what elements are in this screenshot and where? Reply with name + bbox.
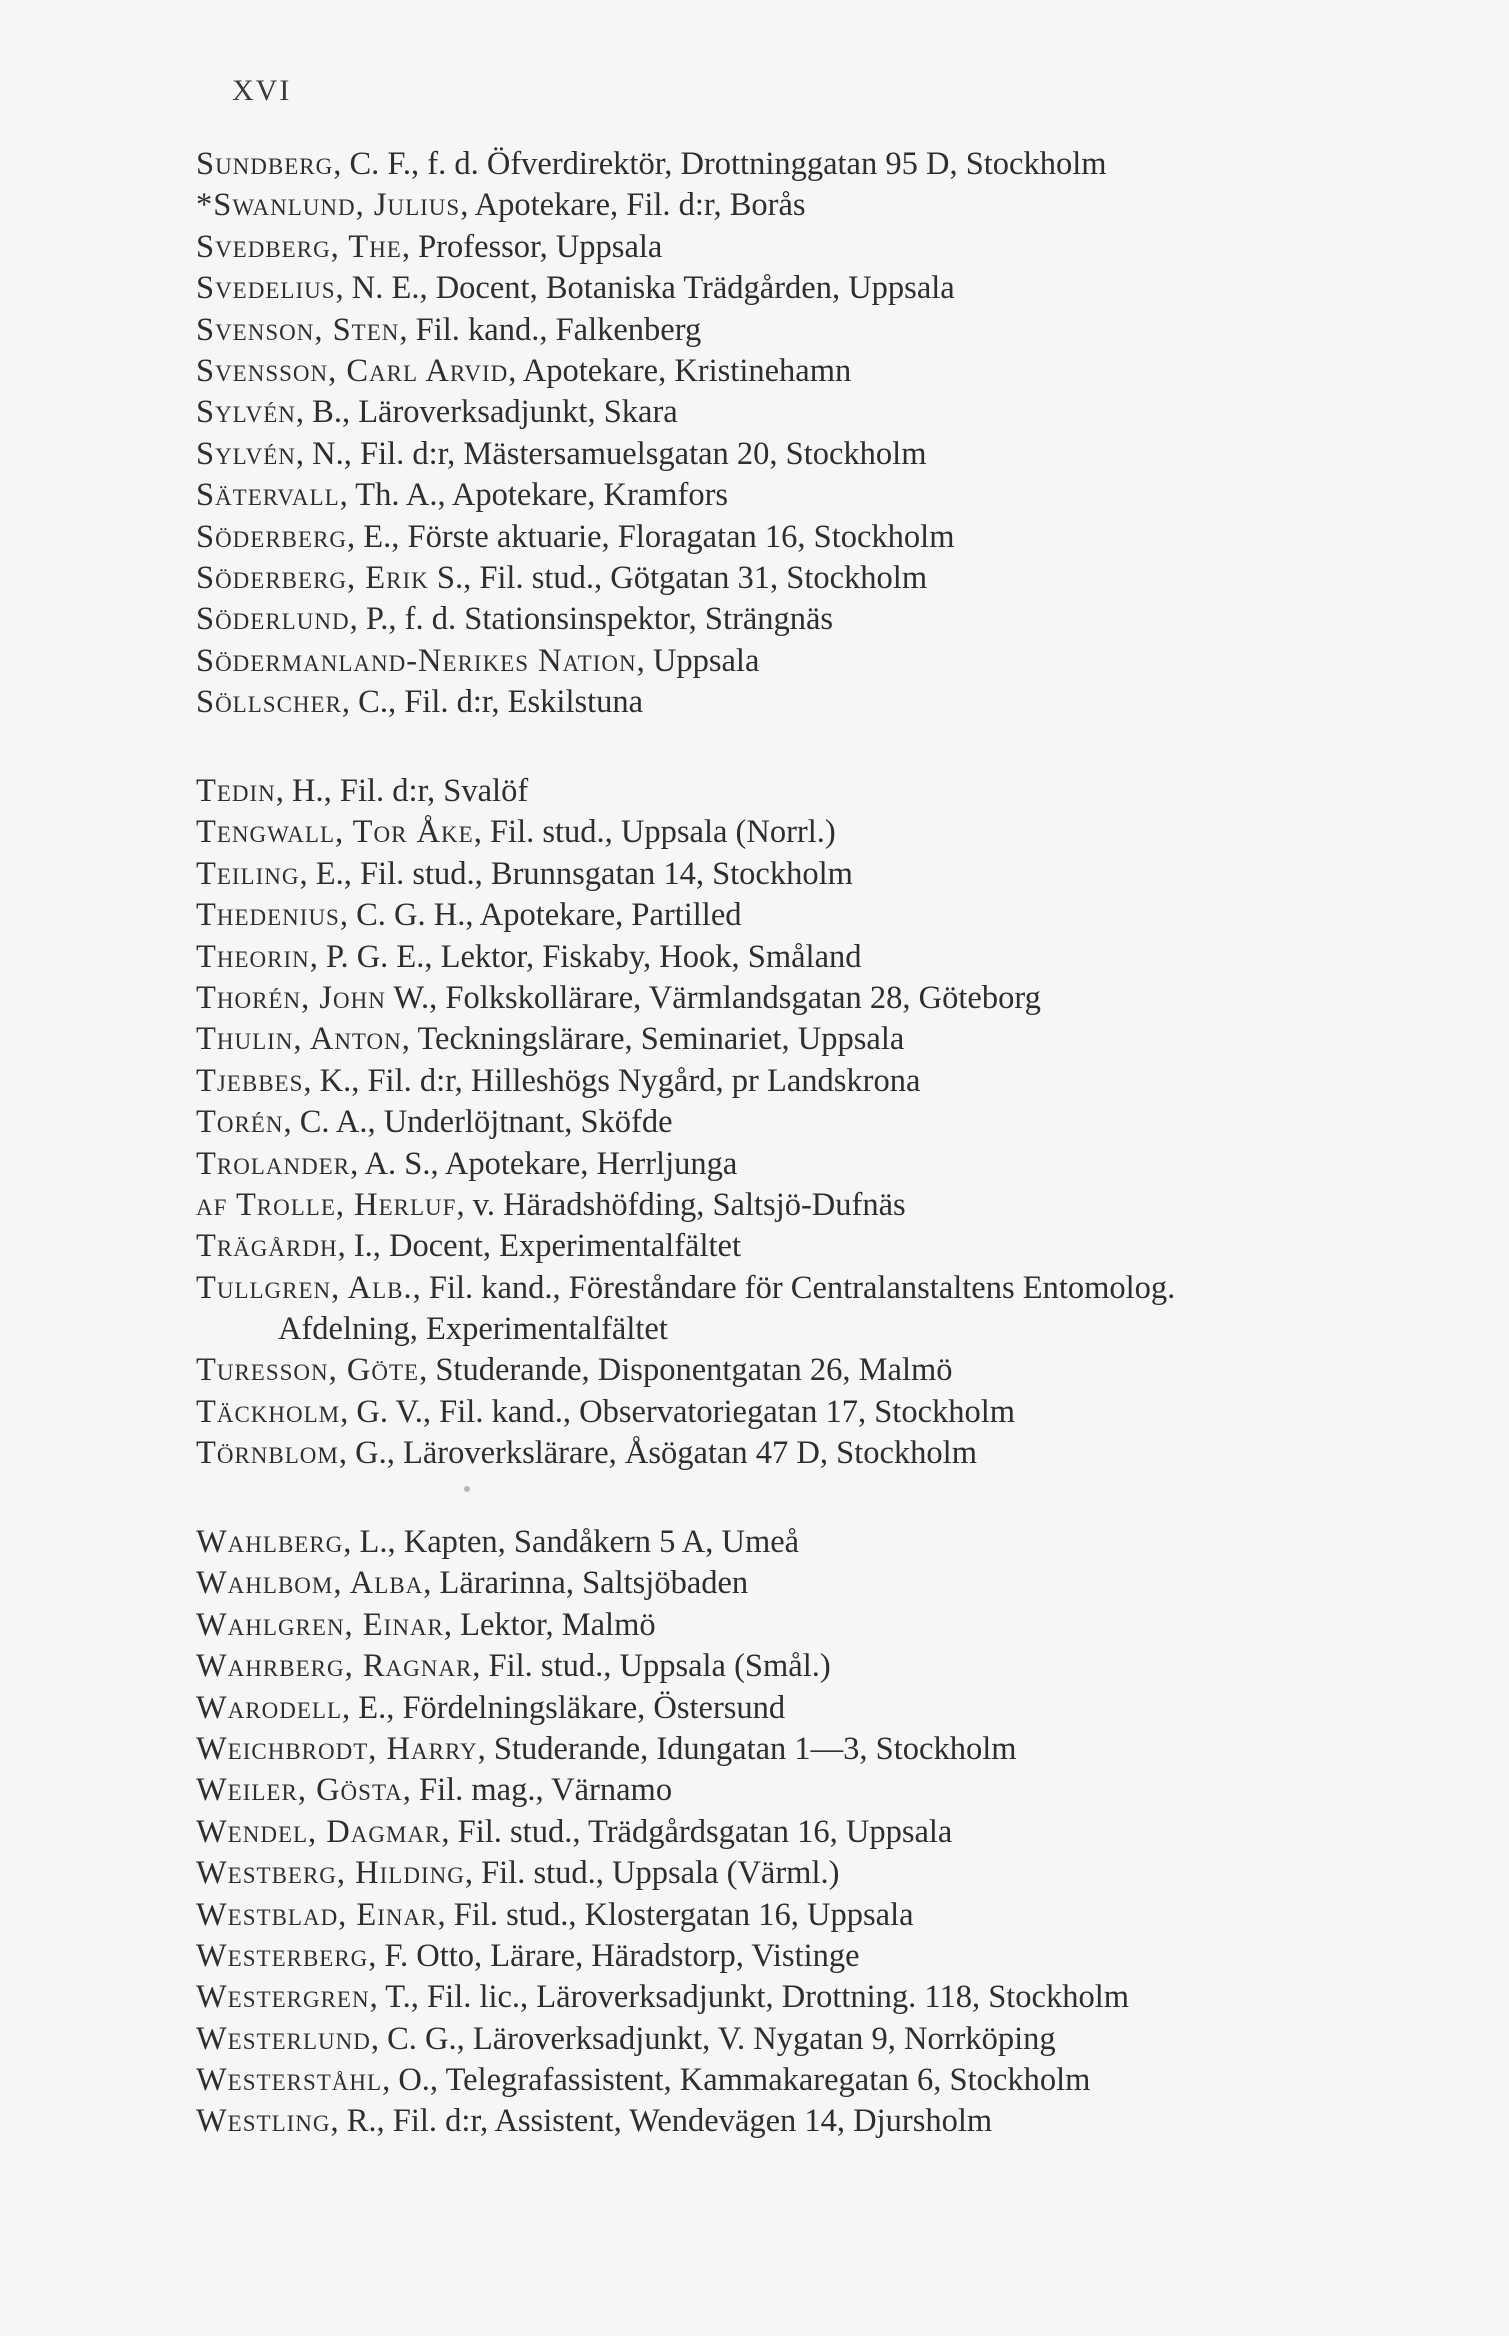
member-entry (196, 227, 1486, 268)
member-name: Torén (196, 1104, 284, 1141)
member-name: Söderlund (196, 601, 350, 638)
member-name: Svedelius (196, 270, 336, 307)
member-details: , Fil. kand., Falkenberg (399, 311, 702, 348)
member-name: Theorin (196, 938, 310, 975)
member-name: Westerlund (196, 2020, 371, 2057)
member-details: , H., Fil. d:r, Svalöf (275, 773, 529, 809)
member-details: , N. E., Docent, Botaniska Trädgården, Uppsala (335, 270, 955, 307)
member-details: , v. Häradshöfding, Saltsjö-Dufnäs (456, 1186, 906, 1223)
member-entry (196, 1226, 1486, 1267)
member-details: , Apotekare, Kristinehamn (508, 352, 852, 389)
member-details: , Fil. stud., Trädgårdsgatan 16, Uppsala (441, 1813, 953, 1850)
member-details: Afdelning, Experimentalfältet (278, 1311, 668, 1348)
member-details: , Fil. mag., Värnamo (402, 1772, 673, 1809)
member-name: Westerståhl (196, 2062, 383, 2099)
member-name: Thulin, Anton (196, 1021, 402, 1058)
entry-continuation (196, 1309, 1486, 1350)
member-details: , K., Fil. d:r, Hilleshögs Nygård, pr Landskrona (303, 1062, 921, 1099)
member-details: , Professor, Uppsala (401, 228, 663, 265)
member-details: , R., Fil. d:r, Assistent, Wendevägen 14, Djursholm (330, 2103, 993, 2140)
member-name: *Swanlund, Julius (196, 187, 461, 224)
member-entry (196, 1350, 1486, 1391)
member-entry (196, 268, 1486, 309)
member-entry (196, 1061, 1486, 1102)
member-name: Wahlberg (196, 1524, 344, 1560)
member-name: Sylvén (196, 394, 296, 431)
member-name: Thorén, John (196, 979, 386, 1016)
member-details: S., Fil. stud., Götgatan 31, Stockholm (428, 559, 928, 596)
member-details: , Teckningslärare, Seminariet, Uppsala (401, 1021, 905, 1058)
member-entry (196, 144, 1486, 185)
member-details: , G., Läroverkslärare, Åsögatan 47 D, Stockholm (338, 1435, 977, 1472)
member-entry (196, 1563, 1486, 1604)
member-entry (196, 1019, 1486, 1060)
member-name: Svedberg, The (196, 228, 402, 265)
member-name: Thedenius (196, 897, 340, 934)
member-name: Teiling (196, 855, 300, 892)
member-name: Westblad, Einar (196, 1896, 438, 1933)
member-details: , Fil. stud., Uppsala (Smål.) (472, 1648, 831, 1685)
member-name: Tedin (196, 773, 276, 809)
member-name: Södermanland-Nerikes Nation (196, 642, 637, 679)
member-details: , Uppsala (636, 642, 760, 679)
member-name: Westberg, Hilding (196, 1855, 465, 1892)
member-details: , Studerande, Disponentgatan 26, Malmö (419, 1352, 953, 1389)
member-name: Westerberg (196, 1937, 369, 1974)
member-details: , A. S., Apotekare, Herrljunga (350, 1145, 738, 1182)
member-entry (196, 1770, 1486, 1811)
member-entry (196, 1646, 1486, 1687)
member-entry (196, 812, 1486, 853)
member-details: , Lärarinna, Saltsjöbaden (423, 1565, 749, 1602)
member-entry (196, 1812, 1486, 1853)
member-details: , B., Läroverksadjunkt, Skara (295, 394, 678, 431)
member-entry (196, 1853, 1486, 1894)
member-details: , Apotekare, Fil. d:r, Borås (460, 187, 806, 224)
member-details: , F. Otto, Lärare, Häradstorp, Vistinge (368, 1937, 860, 1974)
member-name: Turesson, Göte (196, 1352, 420, 1389)
member-details: , Fil. kand., Föreståndare för Centralanstaltens Entomolog. (412, 1269, 1176, 1306)
member-name: Söderberg, Erik (196, 559, 429, 596)
member-details: , G. V., Fil. kand., Observatoriegatan 17, Stockholm (340, 1393, 1016, 1430)
member-list-w (196, 1522, 1486, 2143)
member-name: Svensson, Carl Arvid (196, 352, 509, 389)
member-entry (196, 1688, 1486, 1729)
member-entry (196, 1144, 1486, 1185)
member-name: Trägårdh (196, 1228, 338, 1265)
member-name: Wahlbom, Alba (196, 1565, 424, 1602)
member-name: Söllscher (196, 684, 342, 721)
member-details: , Studerande, Idungatan 1—3, Stockholm (477, 1730, 1017, 1767)
member-list-s (196, 144, 1486, 723)
member-details: , C. A., Underlöjtnant, Sköfde (283, 1104, 673, 1141)
member-entry (196, 1268, 1486, 1309)
member-name: Westergren (196, 1979, 370, 2016)
member-details: , C. F., f. d. Öfverdirektör, Drottninggatan 95 D, Stockholm (333, 146, 1107, 182)
member-details: , C., Fil. d:r, Eskilstuna (341, 684, 644, 721)
member-details: , Fil. stud., Klostergatan 16, Uppsala (437, 1896, 914, 1933)
member-entry (196, 558, 1486, 599)
member-details: , Th. A., Apotekare, Kramfors (339, 477, 729, 514)
member-entry (196, 1605, 1486, 1646)
member-name: Törnblom (196, 1435, 339, 1472)
member-entry (196, 682, 1486, 723)
member-entry (196, 771, 1486, 812)
member-entry (196, 517, 1486, 558)
member-name: Wahlgren, Einar (196, 1606, 444, 1643)
member-entry (196, 641, 1486, 682)
member-entry (196, 1895, 1486, 1936)
member-entry (196, 310, 1486, 351)
member-entry (196, 434, 1486, 475)
member-list-t (196, 771, 1486, 1475)
member-name: Söderberg (196, 518, 348, 555)
member-entry (196, 1185, 1486, 1226)
member-details: , E., Fil. stud., Brunnsgatan 14, Stockholm (299, 855, 853, 892)
member-entry (196, 1977, 1486, 2018)
page-number: XVI (232, 74, 292, 107)
member-name: af Trolle, Herluf (196, 1186, 457, 1223)
member-name: Svenson, Sten (196, 311, 400, 348)
member-details: , E., Förste aktuarie, Floragatan 16, Stockholm (347, 518, 955, 555)
member-entry (196, 1433, 1486, 1474)
member-entry (196, 2101, 1486, 2142)
member-details: , O., Telegrafassistent, Kammakaregatan 6, Stockholm (382, 2062, 1091, 2099)
member-details: , Fil. stud., Uppsala (Värml.) (464, 1855, 840, 1892)
member-entry (196, 475, 1486, 516)
member-name: Wendel, Dagmar (196, 1813, 442, 1850)
member-name: Sundberg (196, 146, 334, 182)
member-entry (196, 1729, 1486, 1770)
member-entry (196, 185, 1486, 226)
member-details: , C. G., Läroverksadjunkt, V. Nygatan 9, Norrköping (370, 2020, 1056, 2057)
member-details: , I., Docent, Experimentalfältet (337, 1228, 741, 1265)
member-name: Sätervall (196, 477, 340, 514)
member-details: , N., Fil. d:r, Mästersamuelsgatan 20, Stockholm (295, 435, 927, 472)
member-entry (196, 599, 1486, 640)
member-details: , P. G. E., Lektor, Fiskaby, Hook, Småland (309, 938, 862, 975)
member-name: Wahrberg, Ragnar (196, 1648, 473, 1685)
member-name: Tullgren, Alb. (196, 1269, 413, 1306)
member-details: , T., Fil. lic., Läroverksadjunkt, Drottning. 118, Stockholm (369, 1979, 1130, 2016)
member-name: Tengwall, Tor Åke (196, 814, 474, 851)
member-entry (196, 1392, 1486, 1433)
member-details: W., Folkskollärare, Värmlandsgatan 28, Göteborg (385, 979, 1041, 1016)
member-details: , P., f. d. Stationsinspektor, Strängnäs (349, 601, 834, 638)
member-entry (196, 1936, 1486, 1977)
member-details: , Lektor, Malmö (443, 1606, 656, 1643)
member-entry (196, 978, 1486, 1019)
member-details: , C. G. H., Apotekare, Partilled (339, 897, 742, 934)
member-entry (196, 392, 1486, 433)
member-details: , L., Kapten, Sandåkern 5 A, Umeå (343, 1524, 800, 1560)
member-entry (196, 854, 1486, 895)
member-details: , Fil. stud., Uppsala (Norrl.) (473, 814, 836, 851)
member-name: Westling (196, 2103, 331, 2140)
member-name: Tjebbes (196, 1062, 304, 1099)
member-name: Täckholm (196, 1393, 341, 1430)
member-name: Warodell (196, 1689, 342, 1726)
member-name: Sylvén (196, 435, 296, 472)
print-speck (464, 1486, 470, 1492)
member-entry (196, 895, 1486, 936)
member-details: , E., Fördelningsläkare, Östersund (342, 1689, 786, 1726)
member-entry (196, 351, 1486, 392)
member-entry (196, 937, 1486, 978)
member-entry (196, 2060, 1486, 2101)
member-name: Weichbrodt, Harry (196, 1730, 478, 1767)
member-name: Trolander (196, 1145, 351, 1182)
member-entry (196, 1522, 1486, 1563)
member-entry (196, 2019, 1486, 2060)
member-name: Weiler, Gösta (196, 1772, 403, 1809)
member-entry (196, 1102, 1486, 1143)
